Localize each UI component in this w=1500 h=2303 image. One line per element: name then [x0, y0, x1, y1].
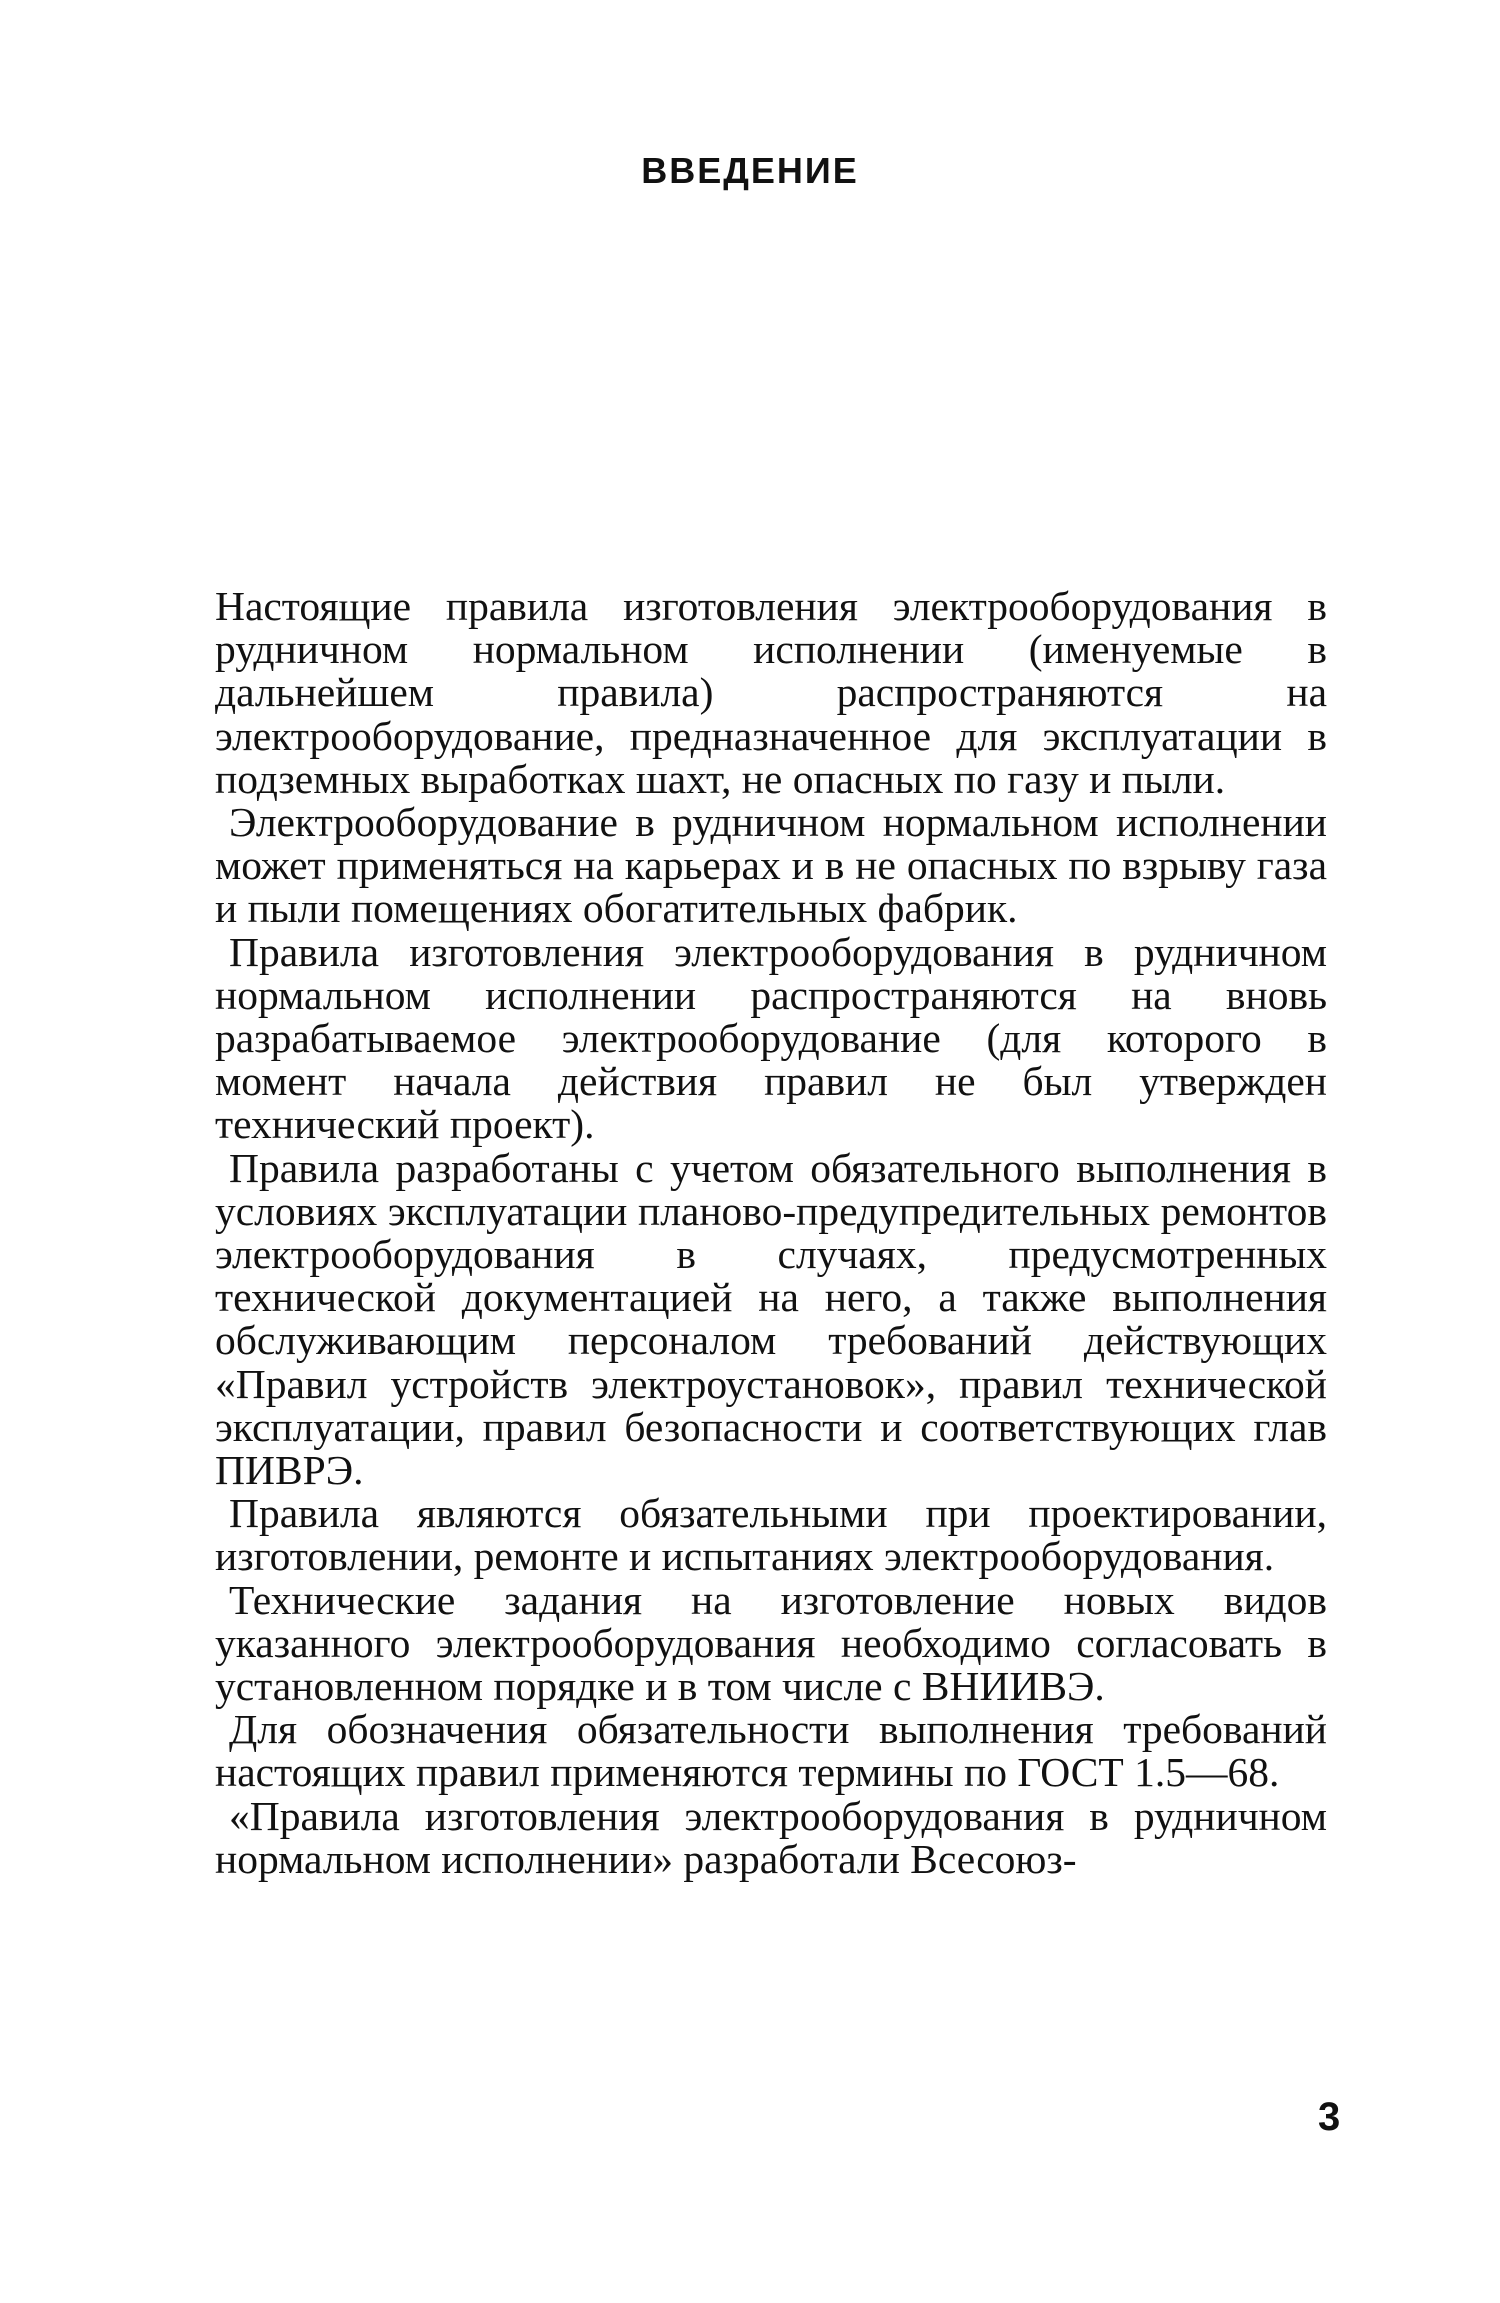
paragraph-application: Электрооборудование в рудничном нормальном исполнении может применяться на карьерах и в не опасных по взрыву газа и пыли помещениях обогатительных фабрик.: [215, 799, 1327, 932]
paragraph-developers: «Правила изготовления электрооборудования в рудничном нормальном исполнении» разработали Всесоюз-: [215, 1792, 1327, 1882]
paragraph-development-conditions: Правила разработаны с учетом обязательного выполнения в условиях эксплуатации планово-предупредительных ремонтов электрооборудования в случаях, предусмотренных технической документацией на него, а также выполнения обслуживающим персоналом требований действующих «Правил устройств электроустановок», правил технической эксплуатации, правил безопасности и соответствующих глав ПИВРЭ.: [215, 1144, 1327, 1494]
page-title: ВВЕДЕНИЕ: [641, 150, 859, 191]
paragraph-mandatory: Правила являются обязательными при проектировании, изготовлении, ремонте и испытаниях электрооборудования.: [215, 1490, 1327, 1580]
paragraph-technical-tasks: Технические задания на изготовление новых видов указанного электрооборудования необходимо согласовать в установленном порядке и в том числе с ВНИИВЭ.: [215, 1576, 1327, 1710]
body-text: [215, 585, 1327, 1881]
paragraph-terms: Для обозначения обязательности выполнения требований настоящих правил применяются термины по ГОСТ 1.5—68.: [215, 1706, 1327, 1796]
page-number: 3: [1318, 2095, 1341, 2139]
paragraph-new-equipment: Правила изготовления электрооборудования в рудничном нормальном исполнении распространяются на вновь разрабатываемое электрооборудование (для которого в момент начала действия правил не был утвержден технический проект).: [215, 928, 1327, 1148]
paragraph-scope: Настоящие правила изготовления электрооборудования в рудничном нормальном исполнении (именуемые в дальнейшем правила) распространяются на электрооборудование, предназначенное для эксплуатации в подземных выработках шахт, не опасных по газу и пыли.: [215, 583, 1327, 802]
